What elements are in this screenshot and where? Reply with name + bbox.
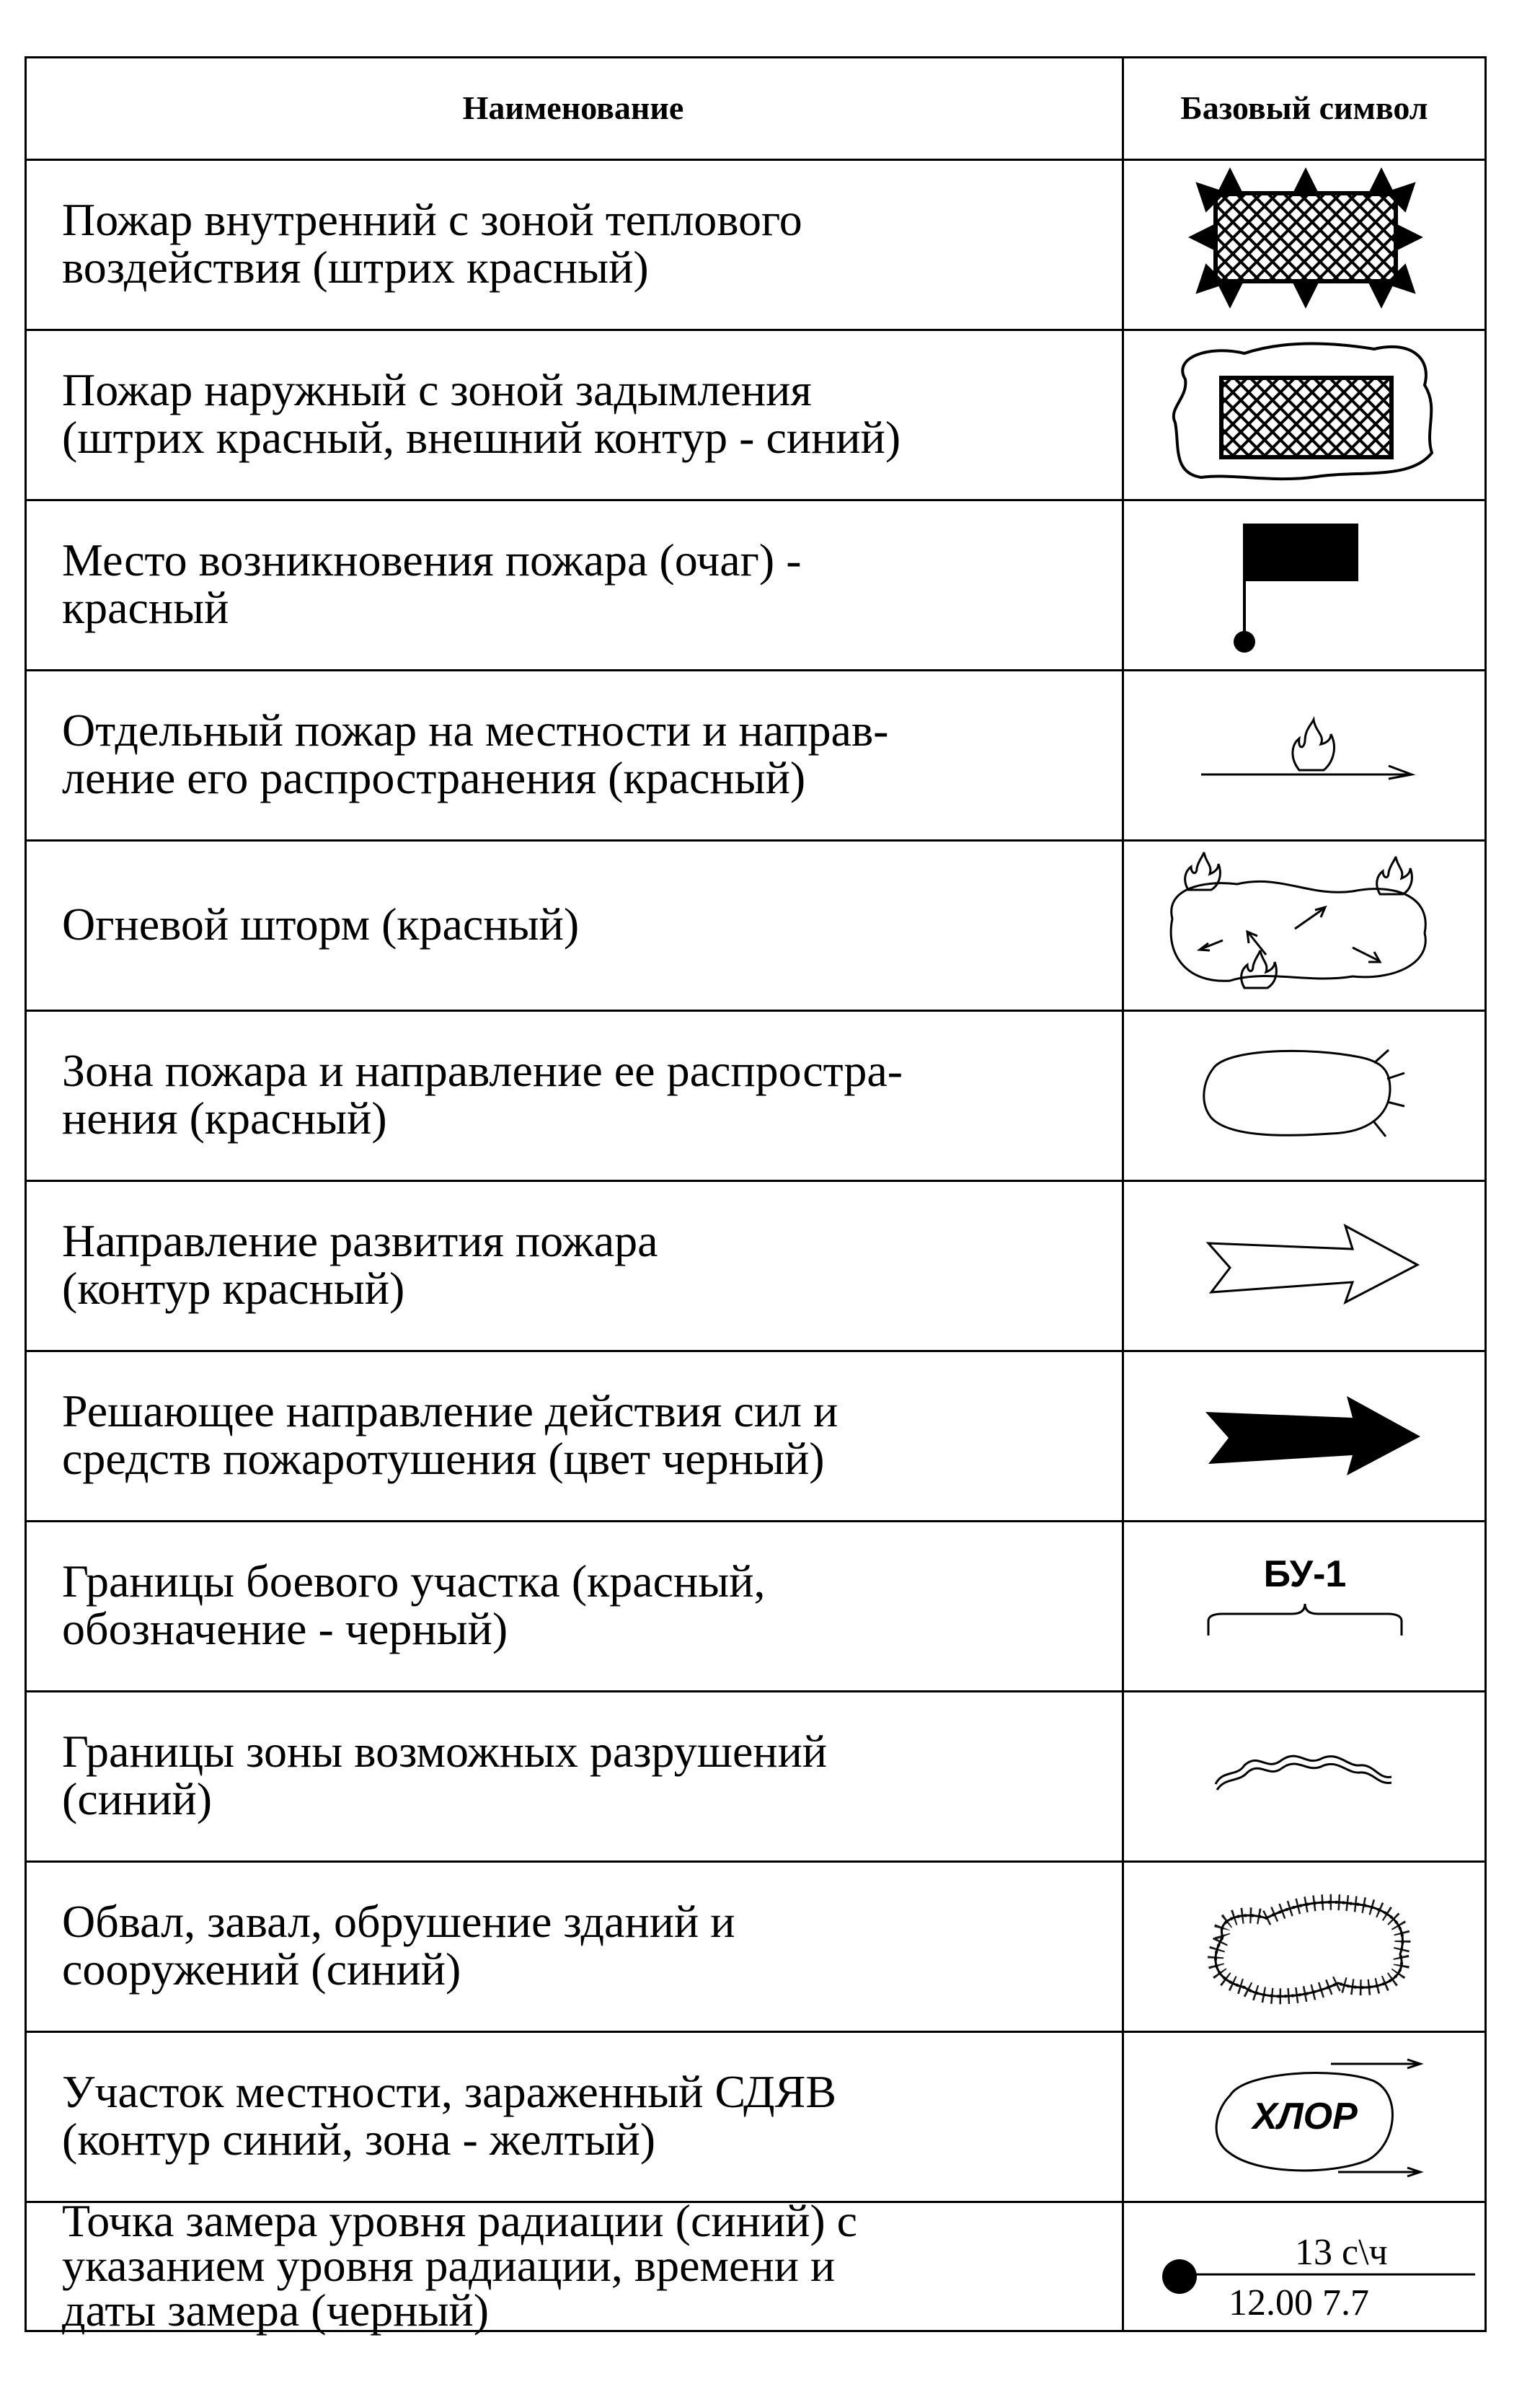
row-name-contaminated-area: Участок местности, зараженный СДЯВ (контур синий, зона - желтый) — [62, 2066, 837, 2165]
column-header-name: Наименование — [462, 89, 684, 126]
symbol-destruction-boundary-icon — [1122, 1690, 1487, 1860]
row-name-fire-zone: Зона пожара и направление ее распростра- нения (красный) — [62, 1045, 903, 1144]
row-name-combat-sector: Границы боевого участка (красный, обозначение - черный) — [62, 1555, 766, 1654]
symbol-chlorine-zone-icon — [1122, 2031, 1487, 2201]
row-name-fire-origin: Место возникновения пожара (очаг) - красный — [62, 534, 802, 633]
symbol-fire-origin-flag-icon — [1122, 499, 1487, 669]
column-header-symbol: Базовый символ — [1180, 89, 1428, 126]
symbol-collapse-icon — [1122, 1860, 1487, 2031]
chlorine-label: ХЛОР — [1252, 2096, 1358, 2137]
symbol-firestorm-icon — [1122, 839, 1487, 1010]
combat-sector-label: БУ-1 — [1263, 1553, 1347, 1595]
row-name-internal-fire: Пожар внутренний с зоной теплового воздействия (штрих красный) — [62, 194, 802, 293]
symbol-outline-arrow-icon — [1122, 1180, 1487, 1350]
radiation-level-label: 13 с\ч — [1295, 2232, 1388, 2273]
symbol-fire-zone-icon — [1122, 1010, 1487, 1180]
symbol-combat-sector-brace-icon — [1122, 1520, 1487, 1690]
row-name-collapse: Обвал, завал, обрушение зданий и сооружений (синий) — [62, 1896, 735, 1995]
symbol-internal-fire-icon — [1122, 159, 1487, 329]
measurement-time-date-label: 12.00 7.7 — [1229, 2282, 1369, 2323]
row-name-separate-fire: Отдельный пожар на местности и направ- ление его распространения (красный) — [62, 705, 889, 803]
symbol-external-fire-icon — [1122, 329, 1487, 499]
row-name-destruction-zone: Границы зоны возможных разрушений (синий) — [62, 1726, 828, 1824]
symbol-table — [25, 56, 1487, 2336]
row-name-firestorm: Огневой шторм (красный) — [62, 899, 580, 950]
row-name-radiation-point: Точка замера уровня радиации (синий) с указанием уровня радиации, времени и даты замера (черный) — [62, 2194, 858, 2336]
row-name-fire-direction: Направление развития пожара (контур красный) — [62, 1215, 658, 1314]
symbol-radiation-point-icon — [1122, 2201, 1487, 2330]
row-name-external-fire: Пожар наружный с зоной задымления (штрих красный, внешний контур - синий) — [62, 364, 901, 463]
row-name-decisive-direction: Решающее направление действия сил и средств пожаротушения (цвет черный) — [62, 1385, 838, 1484]
symbol-solid-arrow-icon — [1122, 1350, 1487, 1520]
symbol-flame-arrow-icon — [1122, 669, 1487, 839]
